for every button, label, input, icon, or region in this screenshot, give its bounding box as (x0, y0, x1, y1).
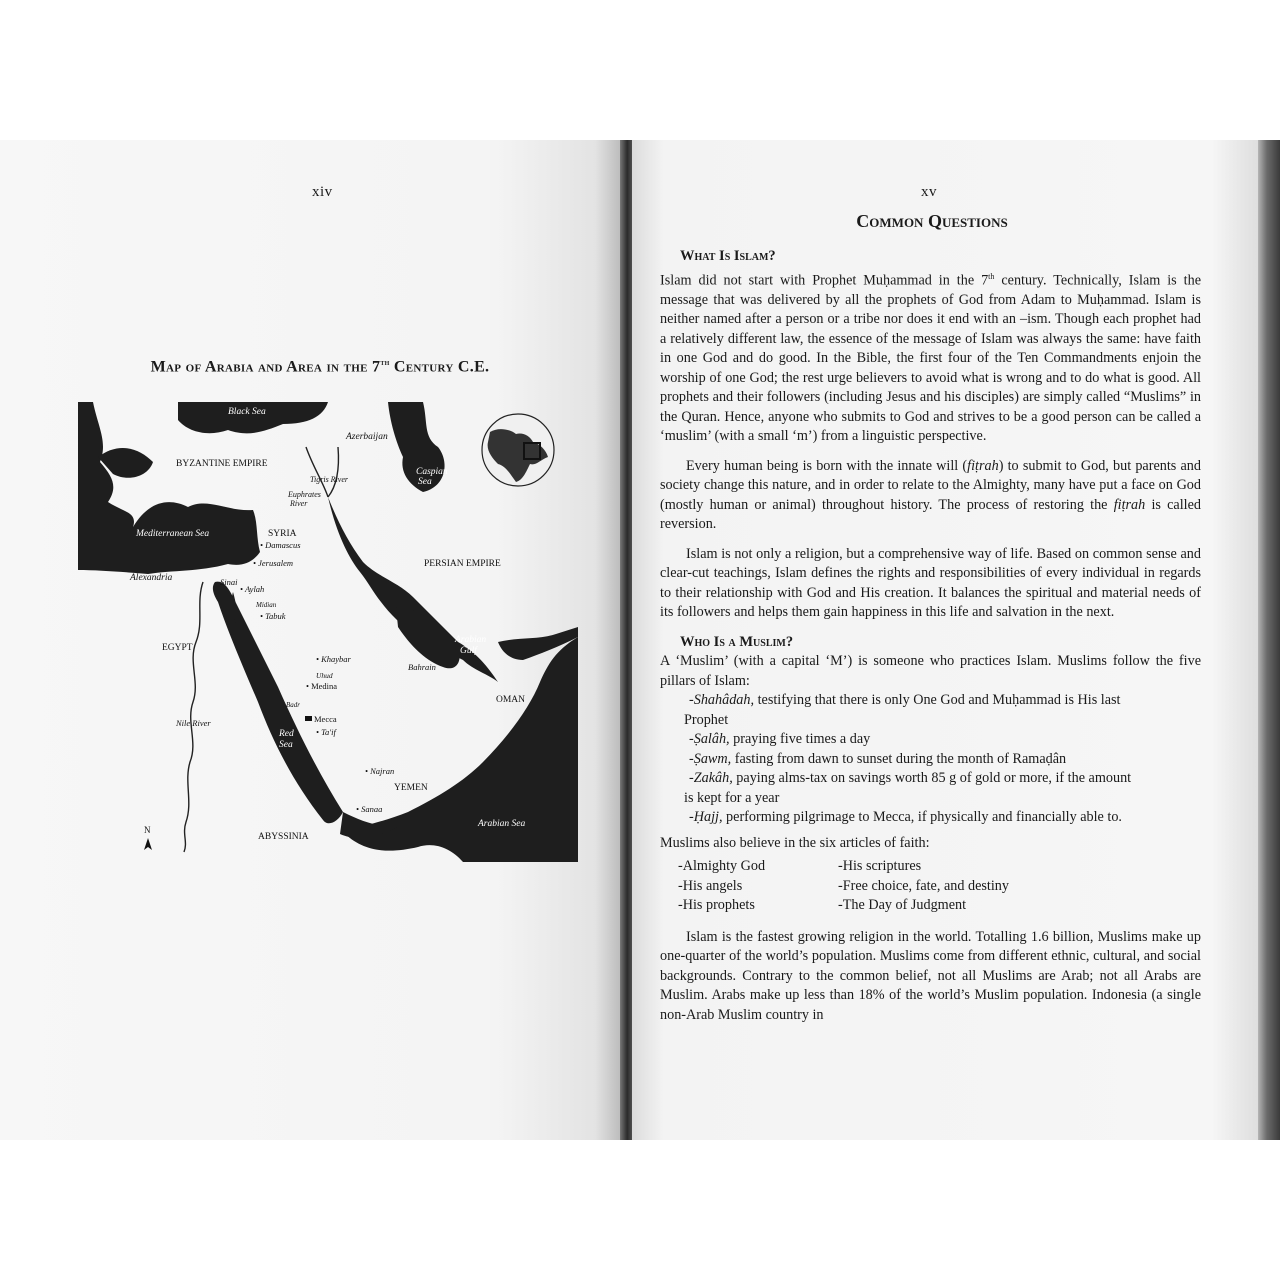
pillar-item: -Shahâdah, testifying that there is only One God and Muḥammad is His last (689, 692, 1121, 709)
label-oman: OMAN (496, 695, 526, 705)
arabia-map (78, 402, 578, 862)
label-uhud: Uhud (316, 671, 333, 680)
paragraph-5: Islam is the fastest growing religion in the world. Totalling 1.6 billion, Muslims make up one-quarter of the world’s population. Muslims come from different ethnic, cultural, and social backgrounds. Contrary to the common belief, not all Muslims are Arab; not all Arabs are Muslim. Arabs make up less than 18% of the world’s Muslim population. Indonesia (a single non-Arab Muslim country in (660, 928, 1201, 1023)
label-sanaa: • Sanaa (356, 804, 383, 814)
label-arabian-sea: Arabian Sea (478, 819, 526, 829)
label-caspian: Caspian (416, 467, 448, 477)
faith-list (678, 857, 1201, 916)
pillar-item: -Ṣawm, fasting from dawn to sunset during the month of Ramaḍân (689, 750, 1067, 767)
page-number-right: xv (921, 184, 937, 200)
chapter-heading: Common Questions (856, 211, 1008, 231)
paragraph-1: Islam did not start with Prophet Muḥammad in the 7th century. Technically, Islam is the message that was delivered by all the prophets of God from Adam to Muḥammad. Islam is neither named after a person or a tribe nor does it end with an –ism. Though each prophet had a relatively different law, the essence of the message of Islam was always the same: have faith in one God and do good. In the Bible, the first four of the Ten Commandments enjoin the worship of one God; the rest urge believers to avoid what is wrong and to do what is good. All prophets and their followers (including Jesus and his disciples) are simply called “Muslims” in the Quran. Hence, anyone who submits to God and strives to be a good person can be called a ‘muslim’ (with a small ‘m’) from a linguistic perspective. (660, 271, 1201, 445)
label-red-sea-2: Sea (279, 740, 293, 750)
kaaba-icon (305, 716, 312, 721)
label-tabuk: • Tabuk (260, 611, 286, 621)
pillar-item-cont: Prophet (684, 711, 729, 728)
faith-item: -His angels (678, 877, 743, 894)
section-heading-who-is-muslim: Who Is a Muslim? (680, 633, 794, 650)
label-euphrates-2: River (290, 499, 308, 508)
pillars-list (660, 691, 1201, 828)
label-yemen: YEMEN (394, 783, 428, 793)
label-azerbaijan: Azerbaijan (346, 432, 388, 442)
paragraph-4: A ‘Muslim’ (with a capital ‘M’) is someone who practices Islam. Muslims follow the five pillars of Islam: (660, 653, 1201, 689)
label-arabian-gulf: Arabian (455, 635, 487, 645)
label-najran: • Najran (365, 766, 395, 776)
section-heading-what-is-islam: What Is Islam? (680, 248, 776, 264)
label-euphrates: Euphrates (288, 490, 321, 499)
pillar-item: -Ṣalâh, praying five times a day (689, 731, 871, 748)
pillar-item-cont: is kept for a year (684, 789, 780, 806)
pillar-item: -Ḥajj, performing pilgrimage to Mecca, if physically and financially able to. (689, 809, 1122, 826)
faith-item: -Almighty God (678, 858, 766, 875)
label-north: N (144, 825, 151, 835)
label-taif: • Ta'if (316, 727, 336, 737)
label-egypt: EGYPT (162, 643, 193, 653)
label-nile: Nile River (176, 718, 211, 728)
label-byzantine: BYZANTINE EMPIRE (176, 459, 268, 469)
pillar-item: -Zakâh, paying alms-tax on savings worth 85 g of gold or more, if the amount (689, 770, 1132, 787)
faith-item: -His scriptures (838, 858, 922, 875)
label-sinai: Sinai (220, 577, 238, 587)
page-edge (1258, 140, 1280, 1140)
page-number-left: xiv (312, 184, 333, 200)
right-page-body (660, 247, 1201, 1025)
label-mecca: Mecca (314, 714, 337, 724)
label-badr: Badr (286, 701, 300, 709)
label-arabian-gulf-2: Gulf (460, 646, 477, 656)
label-medina: • Medina (306, 681, 338, 691)
label-midian: Midian (256, 601, 277, 609)
north-arrow-icon (144, 838, 152, 850)
faith-item: -Free choice, fate, and destiny (838, 877, 1009, 894)
label-black-sea: Black Sea (228, 407, 266, 417)
paragraph-3: Islam is not only a religion, but a comprehensive way of life. Based on common sense and clear-cut teachings, Islam defines the rights and responsibilities of every individual in regards to their relationship with God and His creation. It balances the spiritual and material needs of its followers and helps them gain happiness in this life and salvation in the next. (660, 545, 1201, 621)
paragraph-2: Every human being is born with the innate will (fiṭrah) to submit to God, but parents and society change this nature, and in order to relate to the Almighty, many have put a face on God (mostly human or animal) throughout history. The process of restoring the fiṭrah is called reversion. (660, 457, 1201, 533)
label-syria: SYRIA (268, 529, 297, 539)
label-jerusalem: • Jerusalem (253, 558, 294, 568)
book-spread (0, 140, 1280, 1140)
label-mediterranean: Mediterranean Sea (136, 529, 210, 539)
label-damascus: • Damascus (260, 540, 301, 550)
label-red-sea: Red (279, 729, 294, 739)
faith-intro: Muslims also believe in the six articles of faith: (660, 834, 930, 851)
label-tigris: Tigris River (310, 475, 349, 484)
faith-item: -The Day of Judgment (838, 897, 967, 914)
label-bahrain: Bahrain (408, 662, 436, 672)
label-aylah: • Aylah (240, 584, 265, 594)
label-khaybar: • Khaybar (316, 654, 351, 664)
label-persian: PERSIAN EMPIRE (424, 559, 501, 569)
label-caspian-2: Sea (418, 477, 432, 487)
label-alexandria: Alexandria (130, 573, 173, 583)
map-title: Map of Arabia and Area in the 7th Century C.E. (150, 357, 490, 376)
faith-item: -His prophets (678, 897, 755, 914)
label-abyssinia: ABYSSINIA (258, 832, 309, 842)
